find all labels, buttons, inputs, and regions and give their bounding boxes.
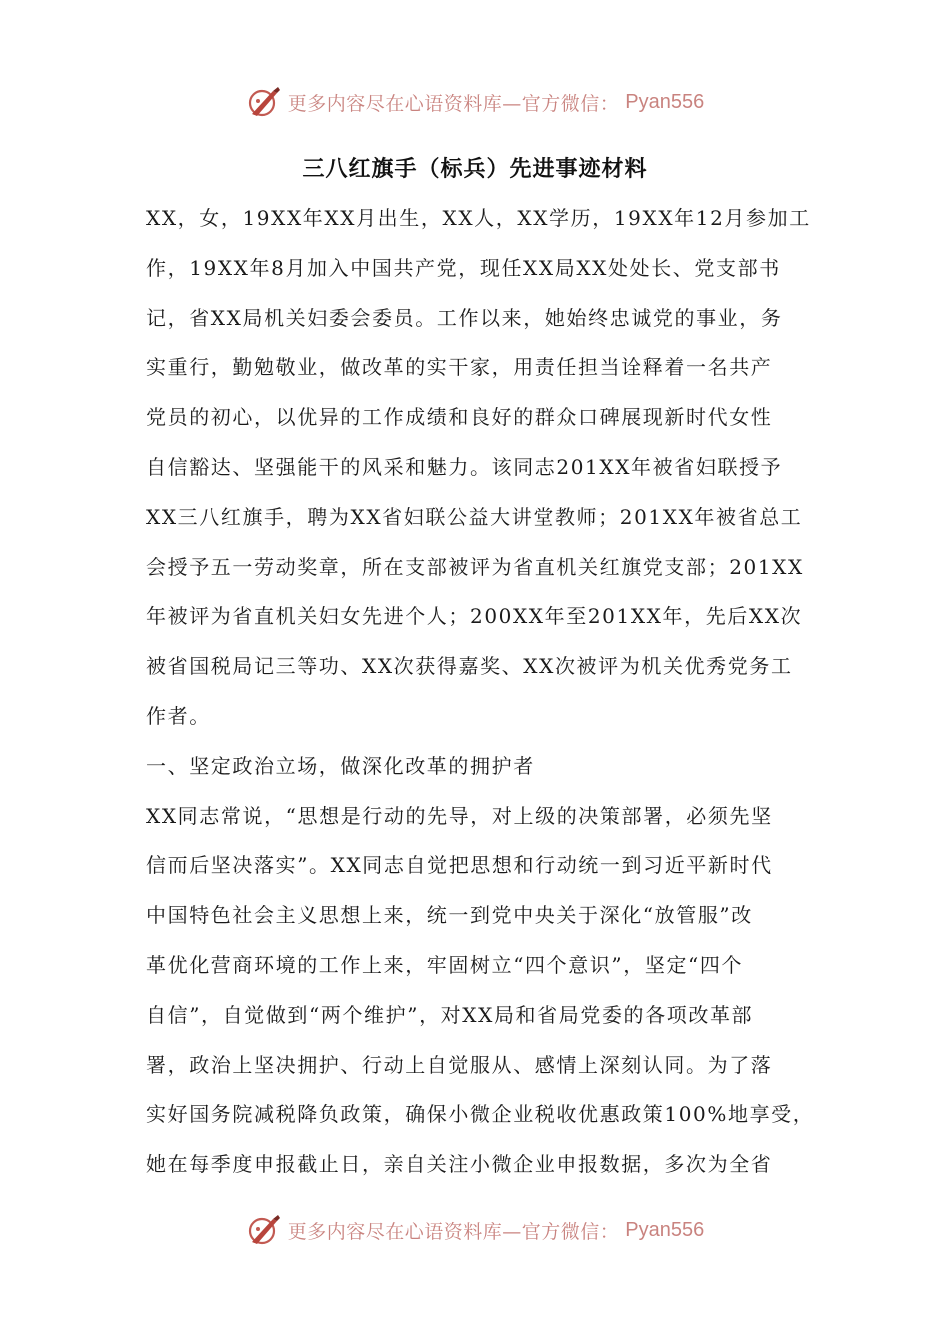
- text-line: 实好国务院减税降负政策，确保小微企业税收优惠政策100%地享受，: [146, 1102, 815, 1127]
- text-line: 作者。: [146, 703, 211, 728]
- text-line: 实重行，勤勉敬业，做改革的实干家，用责任担当诠释着一名共产: [146, 355, 773, 380]
- text-line: 记，省XX局机关妇委会委员。工作以来，她始终忠诚党的事业，务: [146, 305, 783, 330]
- text-line: 被省国税局记三等功、XX次获得嘉奖、XX次被评为机关优秀党务工: [146, 654, 793, 679]
- document-title: 三八红旗手（标兵）先进事迹材料: [302, 157, 648, 182]
- text-line: 自信豁达、坚强能干的风采和魅力。该同志201XX年被省妇联授予: [146, 454, 783, 479]
- section-heading: 一、坚定政治立场，做深化改革的拥护者: [146, 753, 535, 778]
- watermark-wechat-id: Pyan556: [625, 90, 705, 113]
- watermark-wechat-id: Pyan556: [625, 1218, 705, 1241]
- pen-logo-icon: [246, 84, 282, 120]
- text-line: XX三八红旗手，聘为XX省妇联公益大讲堂教师；201XX年被省总工: [146, 504, 803, 529]
- text-line: 中国特色社会主义思想上来，统一到党中央关于深化“放管服”改: [146, 903, 753, 928]
- text-line: 署，政治上坚决拥护、行动上自觉服从、感情上深刻认同。为了落: [146, 1052, 773, 1077]
- text-line: 党员的初心，以优异的工作成绩和良好的群众口碑展现新时代女性: [146, 405, 773, 430]
- text-line: 作，19XX年8月加入中国共产党，现任XX局XX处处长、党支部书: [146, 255, 781, 280]
- text-line: 信而后坚决落实”。XX同志自觉把思想和行动统一到习近平新时代: [146, 853, 773, 878]
- text-line: 革优化营商环境的工作上来，牢固树立“四个意识”，坚定“四个: [146, 952, 744, 977]
- pen-logo-icon: [246, 1212, 282, 1248]
- document-body: [146, 194, 815, 1190]
- text-line: 自信”，自觉做到“两个维护”，对XX局和省局党委的各项改革部: [146, 1002, 754, 1027]
- text-line: 年被评为省直机关妇女先进个人；200XX年至201XX年，先后XX次: [146, 604, 803, 629]
- watermark-footer: [0, 1212, 950, 1248]
- watermark-text: 更多内容尽在心语资料库—官方微信：: [287, 92, 620, 115]
- text-line: 会授予五一劳动奖章，所在支部被评为省直机关红旗党支部；201XX: [146, 554, 804, 579]
- watermark-header: [0, 84, 950, 120]
- watermark-text: 更多内容尽在心语资料库—官方微信：: [287, 1220, 620, 1243]
- text-line: 她在每季度申报截止日，亲自关注小微企业申报数据，多次为全省: [146, 1152, 773, 1177]
- text-line: XX同志常说，“思想是行动的先导，对上级的决策部署，必须先坚: [146, 803, 773, 828]
- text-line: XX，女，19XX年XX月出生，XX人，XX学历，19XX年12月参加工: [146, 206, 811, 230]
